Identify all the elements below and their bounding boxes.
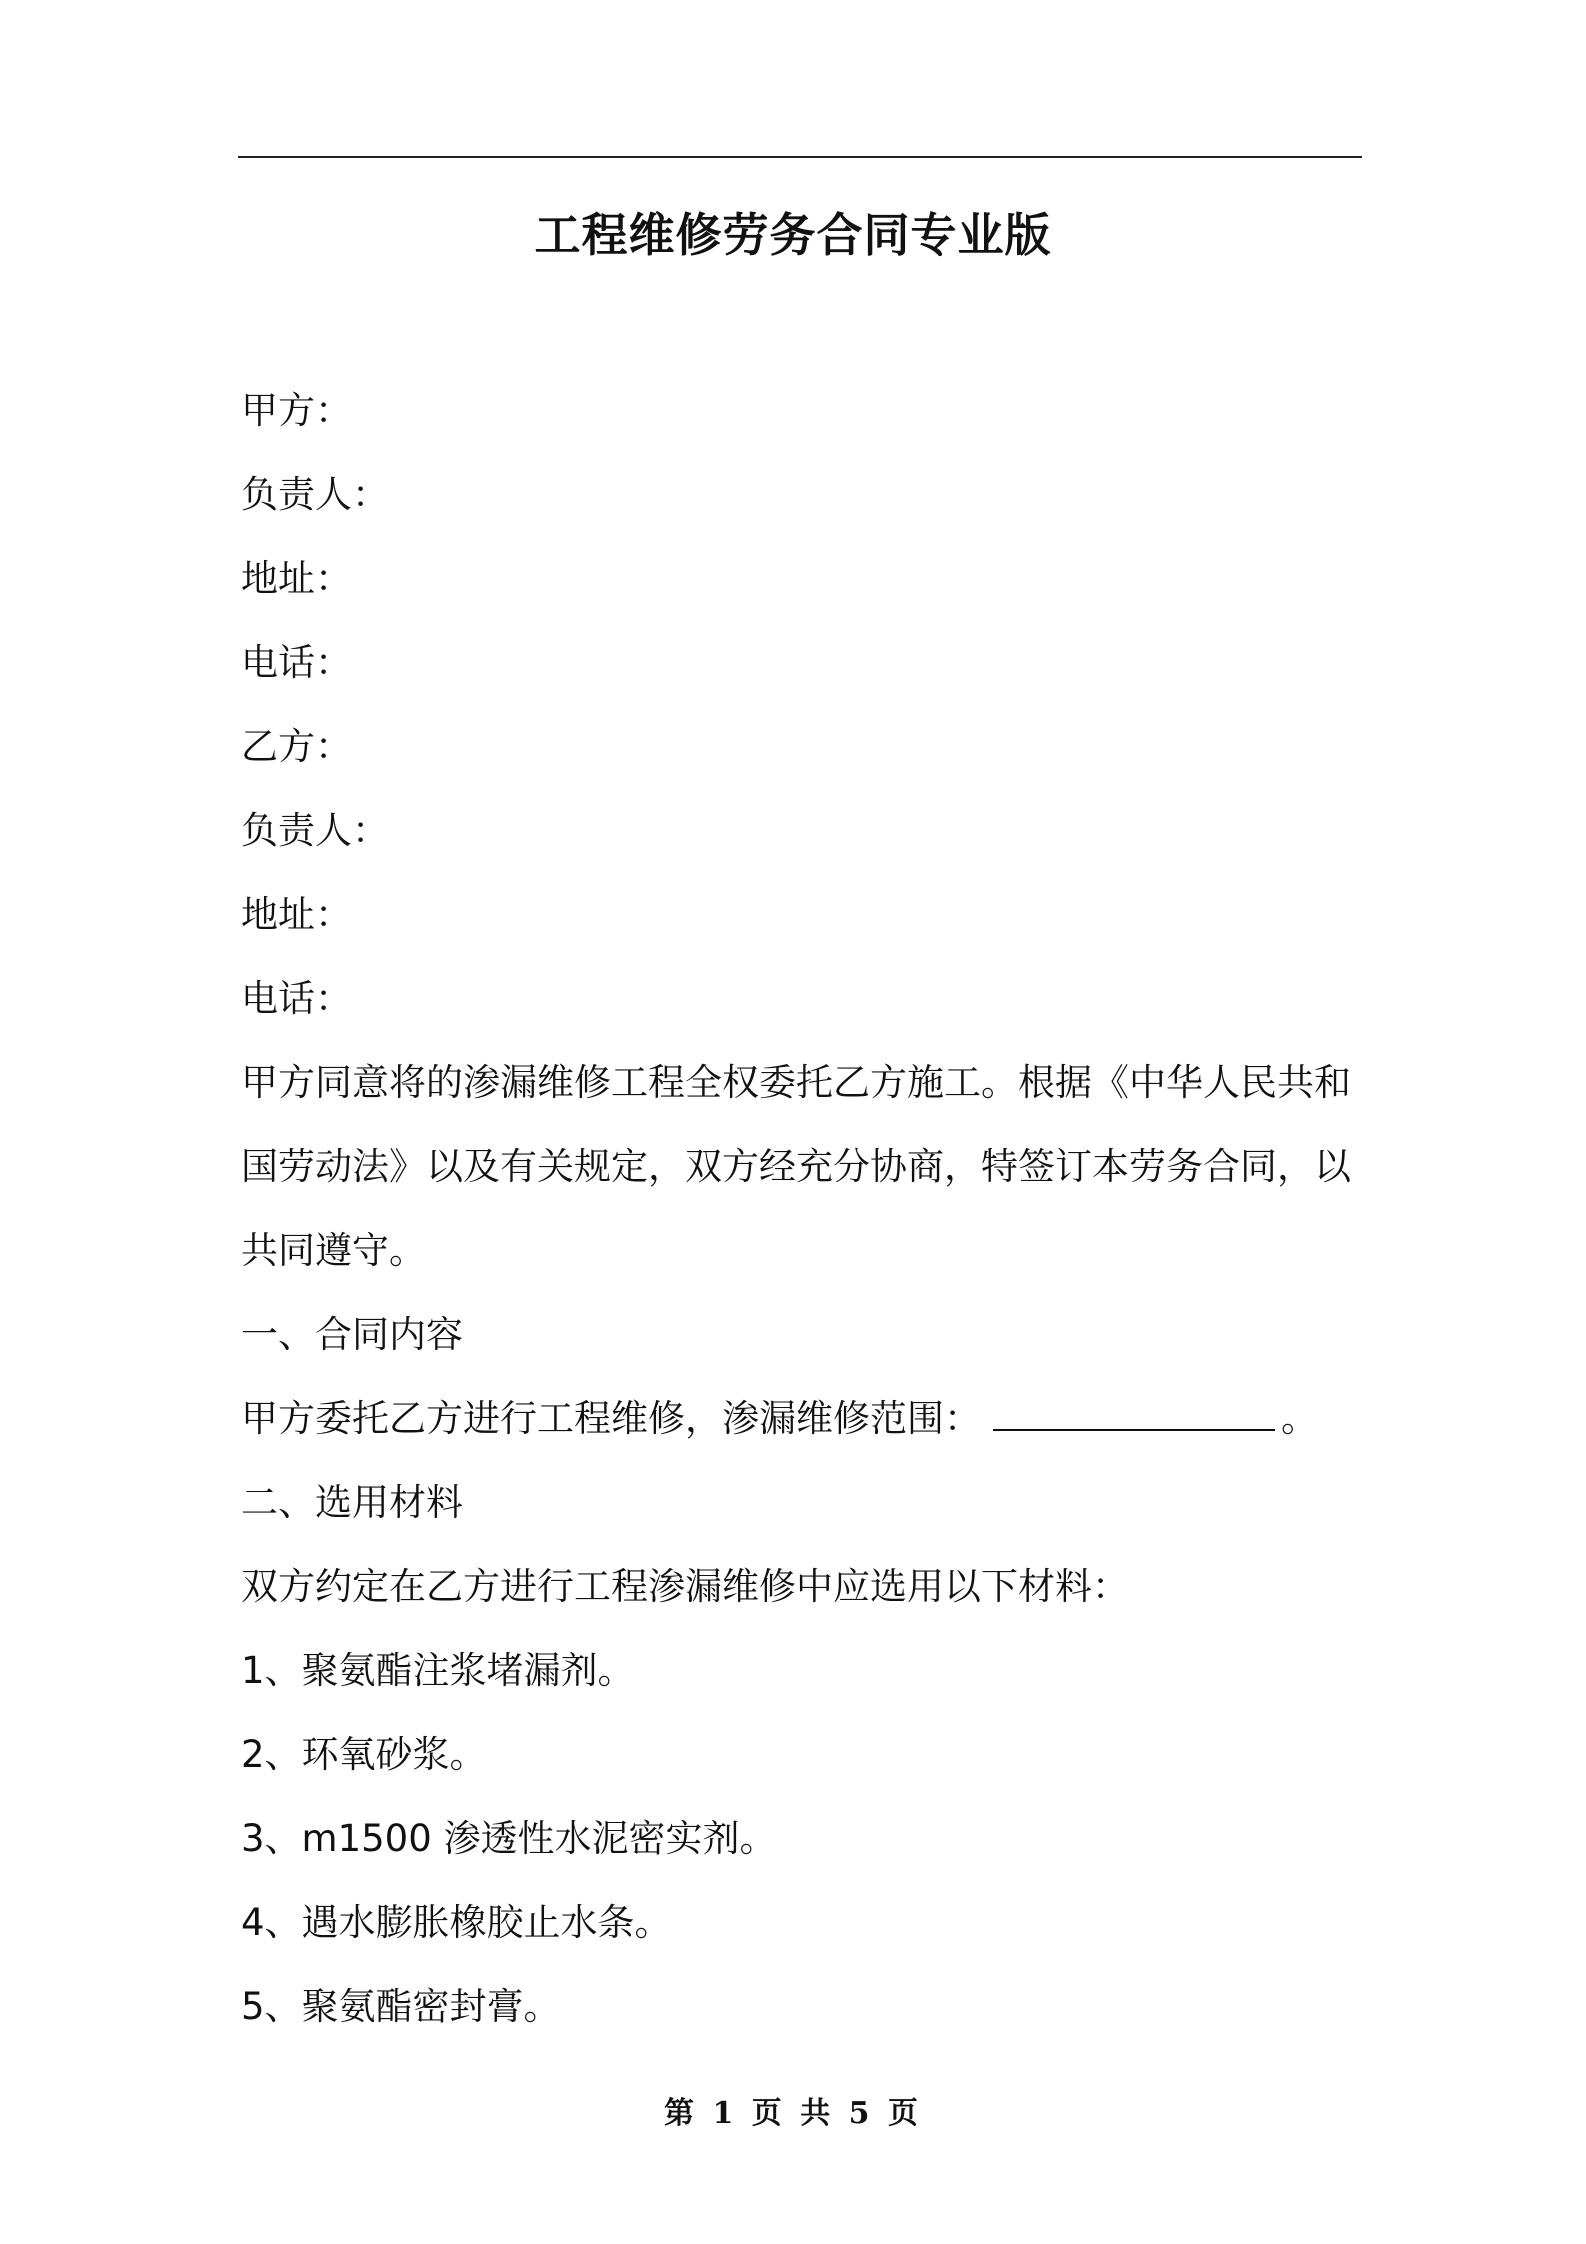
party-b-field: 乙方：: [241, 725, 352, 768]
intro-line: 甲方同意将的渗漏维修工程全权委托乙方施工。根据《中华人民共和: [241, 1061, 1351, 1104]
section-1-heading: 一、合同内容: [241, 1313, 463, 1356]
section-1-text-line: [241, 1377, 1371, 1461]
material-item: 5、聚氨酯密封膏。: [241, 1985, 561, 2028]
repair-scope-blank: [993, 1399, 1275, 1431]
section-2-heading: 二、选用材料: [241, 1481, 463, 1524]
intro-paragraph: [241, 1041, 1371, 1293]
page-number: 第 1 页 共 5 页: [664, 2096, 922, 2131]
party-b-address-field: 地址：: [241, 893, 352, 936]
section-1-text: 甲方委托乙方进行工程维修，渗漏维修范围：: [241, 1397, 981, 1440]
material-item: 4、遇水膨胀橡胶止水条。: [241, 1901, 672, 1944]
party-b-person-field: 负责人：: [241, 809, 389, 852]
party-b-phone-field: 电话：: [241, 977, 352, 1020]
document-title: 工程维修劳务合同专业版: [534, 208, 1052, 262]
section-2-text: 双方约定在乙方进行工程渗漏维修中应选用以下材料：: [241, 1565, 1129, 1608]
intro-line: 国劳动法》以及有关规定，双方经充分协商，特签订本劳务合同，以: [241, 1145, 1351, 1188]
party-a-phone-field: 电话：: [241, 641, 352, 684]
material-item: 3、m1500 渗透性水泥密实剂。: [241, 1817, 777, 1860]
party-a-person-field: 负责人：: [241, 473, 389, 516]
section-1-end: 。: [1281, 1397, 1318, 1440]
material-item: 1、聚氨酯注浆堵漏剂。: [241, 1649, 635, 1692]
material-item: 2、环氧砂浆。: [241, 1733, 487, 1776]
intro-line: 共同遵守。: [241, 1229, 426, 1272]
document-body: [241, 369, 1371, 2049]
header-rule: [238, 156, 1362, 158]
party-a-address-field: 地址：: [241, 557, 352, 600]
party-a-field: 甲方：: [241, 389, 352, 432]
